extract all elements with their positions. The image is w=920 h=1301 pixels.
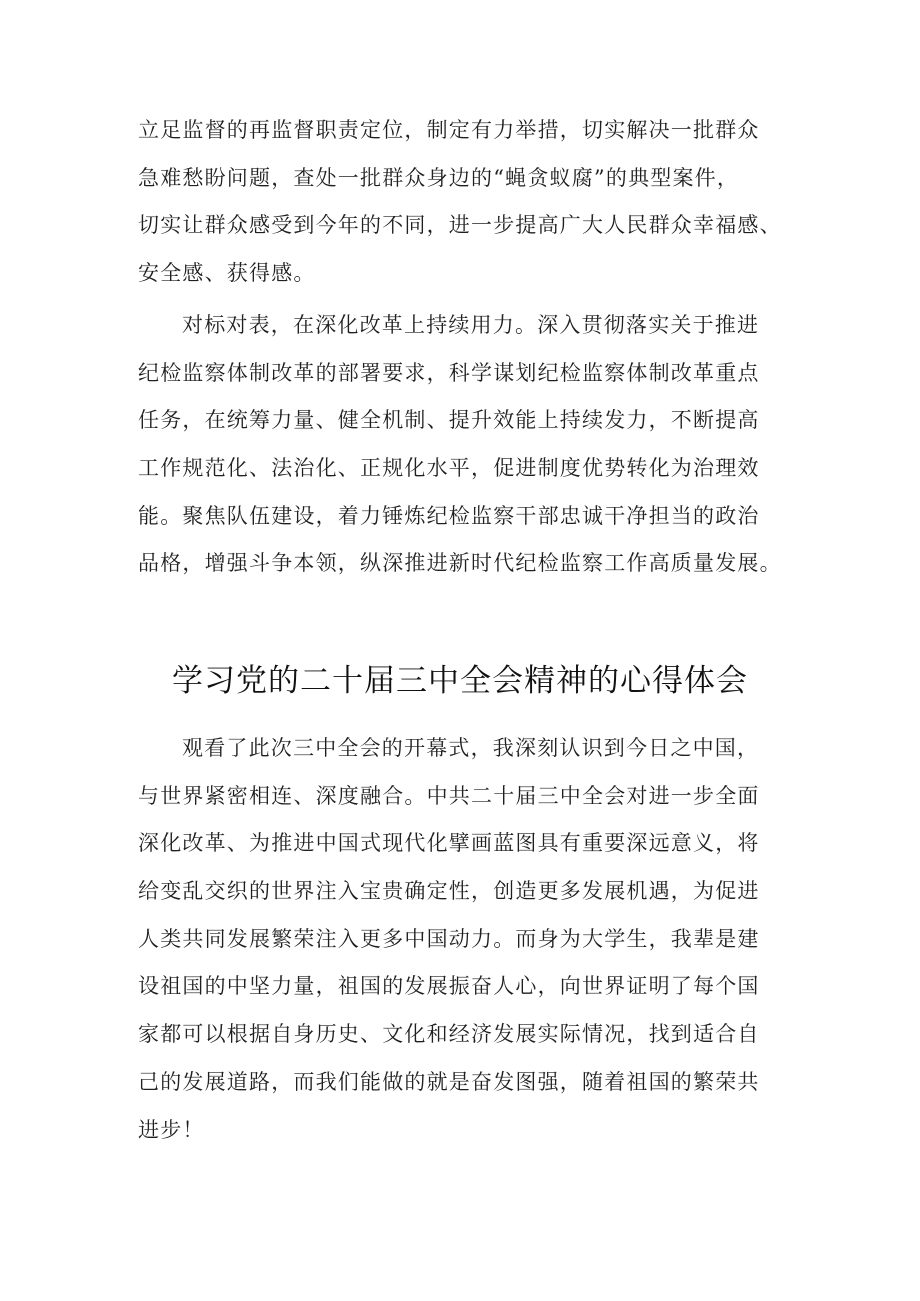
text-line: 人类共同发展繁荣注入更多中国动力。而身为大学生，我辈是建 [138,926,760,951]
text-line: 进步！ [138,1117,205,1142]
text-line: 设祖国的中坚力量，祖国的发展振奋人心，向世界证明了每个国 [138,974,760,999]
text-line: 工作规范化、法治化、正规化水平，促进制度优势转化为治理效 [138,456,760,481]
text-line: 安全感、获得感。 [138,261,316,286]
text-line: 对标对表，在深化改革上持续用力。深入贯彻落实关于推进 [182,313,760,337]
text-line: 己的发展道路，而我们能做的就是奋发图强，随着祖国的繁荣共 [138,1069,760,1094]
text-line: 给变乱交织的世界注入宝贵确定性，创造更多发展机遇，为促进 [138,879,760,904]
text-line: 家都可以根据自身历史、文化和经济发展实际情况，找到适合自 [138,1022,760,1047]
page-title: 学习党的二十届三中全会精神的心得体会 [172,663,748,699]
text-line: 急难愁盼问题，查处一批群众身边的“蝇贪蚁腐”的典型案件， [138,165,740,190]
text-line: 切实让群众感受到今年的不同，进一步提高广大人民群众幸福感、 [138,213,782,238]
text-line: 品格，增强斗争本领，纵深推进新时代纪检监察工作高质量发展。 [138,551,782,576]
paragraph-continuation [138,107,802,298]
text-line: 能。聚焦队伍建设，着力锤炼纪检监察干部忠诚干净担当的政治 [138,503,760,528]
text-line: 与世界紧密相连、深度融合。中共二十届三中全会对进一步全面 [138,783,760,808]
text-line: 立足监督的再监督职责定位，制定有力举措，切实解决一批群众 [138,118,760,142]
paragraph-reform [138,302,802,588]
text-line: 纪检监察体制改革的部署要求，科学谋划纪检监察体制改革重点 [138,360,760,385]
text-line: 任务，在统筹力量、健全机制、提升效能上持续发力，不断提高 [138,408,760,433]
text-line: 观看了此次三中全会的开幕式，我深刻认识到今日之中国， [182,736,760,760]
text-line: 深化改革、为推进中国式现代化擘画蓝图具有重要深远意义，将 [138,831,760,856]
paragraph-reflection [138,725,802,1154]
